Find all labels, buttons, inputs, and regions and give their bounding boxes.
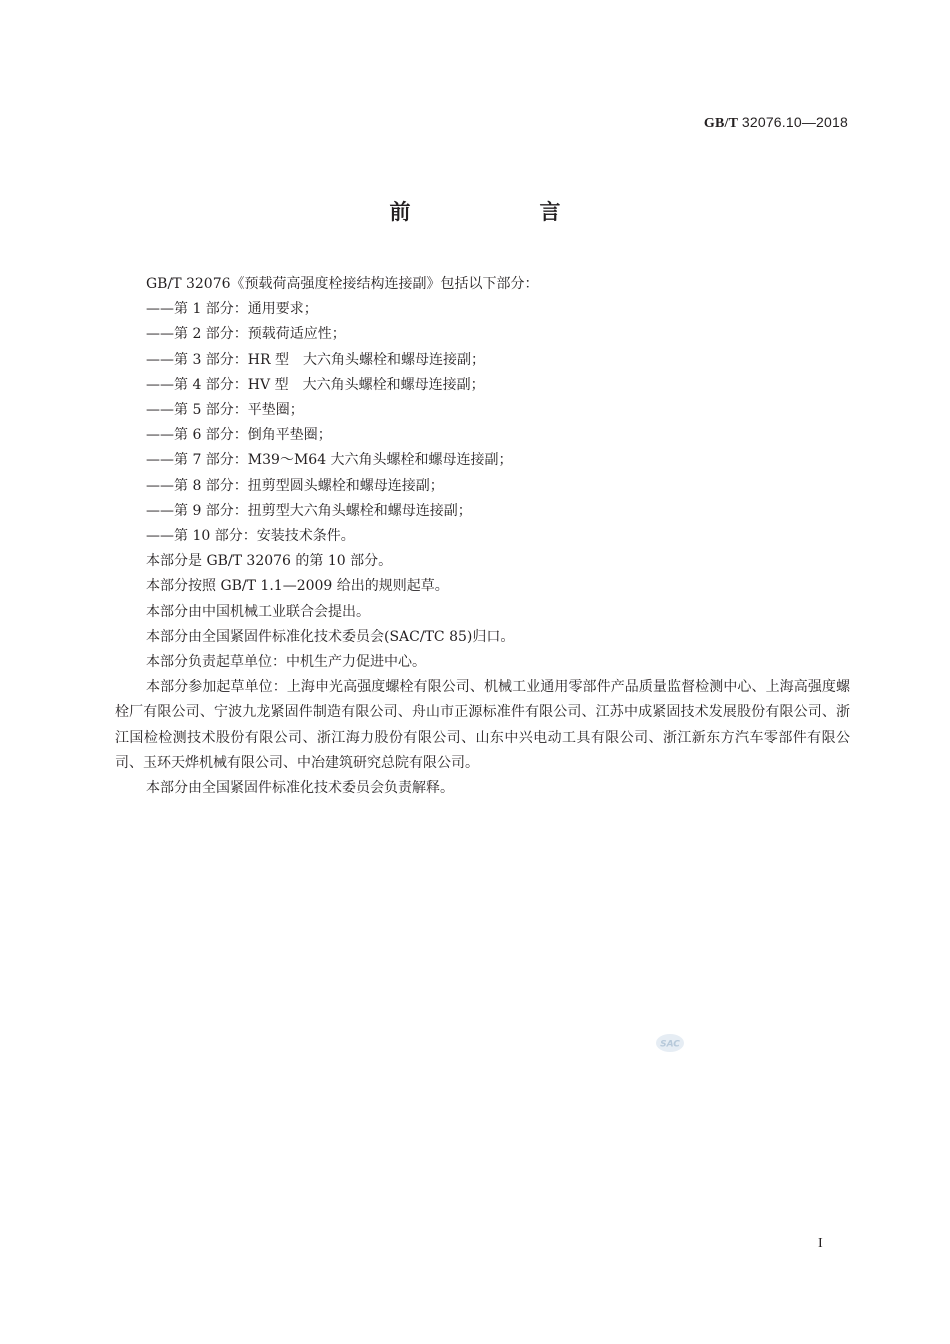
foreword-body bbox=[115, 272, 850, 801]
part-item: ——第 1 部分：通用要求； bbox=[146, 301, 318, 318]
part-item: ——第 5 部分：平垫圈； bbox=[146, 402, 304, 419]
part-item: ——第 7 部分：M39～M64 大六角头螺栓和螺母连接副； bbox=[146, 452, 513, 469]
watermark-text: SAC bbox=[660, 1039, 680, 1050]
intro-paragraph: GB/T 32076《预载荷高强度栓接结构连接副》包括以下部分： bbox=[146, 276, 539, 292]
part-item: ——第 2 部分：预载荷适应性； bbox=[146, 326, 346, 343]
part-item: ——第 9 部分：扭剪型大六角头螺栓和螺母连接副； bbox=[146, 502, 472, 519]
paragraph: 本部分参加起草单位：上海申光高强度螺栓有限公司、机械工业通用零部件产品质量监督检测中心、上海高强度螺栓厂有限公司、宁波九龙紧固件制造有限公司、舟山市正源标准件有限公司、江苏中成紧固技术发展股份有限公司、浙江国检检测技术股份有限公司、浙江海力股份有限公司、山东中兴电动工具有限公司、浙江新东方汽车零部件有限公司、玉环天烨机械有限公司、中冶建筑研究总院有限公司。 bbox=[115, 679, 850, 771]
part-item: ——第 4 部分：HV 型 大六角头螺栓和螺母连接副； bbox=[146, 376, 485, 393]
sac-watermark-logo bbox=[655, 1033, 685, 1053]
standard-code-prefix: GB/T bbox=[703, 116, 739, 131]
part-item: ——第 8 部分：扭剪型圆头螺栓和螺母连接副； bbox=[146, 477, 444, 494]
standard-code bbox=[704, 114, 848, 132]
paragraph: 本部分由全国紧固件标准化技术委员会负责解释。 bbox=[146, 780, 454, 797]
page-title: 前 言 bbox=[389, 200, 615, 224]
paragraph: 本部分负责起草单位：中机生产力促进中心。 bbox=[146, 654, 426, 671]
part-item: ——第 10 部分：安装技术条件。 bbox=[146, 528, 355, 545]
standard-code-number: 32076.10—2018 bbox=[741, 114, 848, 130]
paragraph: 本部分由中国机械工业联合会提出。 bbox=[146, 603, 370, 620]
paragraph: 本部分是 GB/T 32076 的第 10 部分。 bbox=[146, 553, 393, 570]
page-number: I bbox=[818, 1236, 823, 1251]
paragraph: 本部分由全国紧固件标准化技术委员会(SAC/TC 85)归口。 bbox=[146, 628, 515, 645]
paragraph: 本部分按照 GB/T 1.1—2009 给出的规则起草。 bbox=[146, 578, 449, 595]
part-item: ——第 3 部分：HR 型 大六角头螺栓和螺母连接副； bbox=[146, 351, 486, 368]
part-item: ——第 6 部分：倒角平垫圈； bbox=[146, 427, 332, 444]
